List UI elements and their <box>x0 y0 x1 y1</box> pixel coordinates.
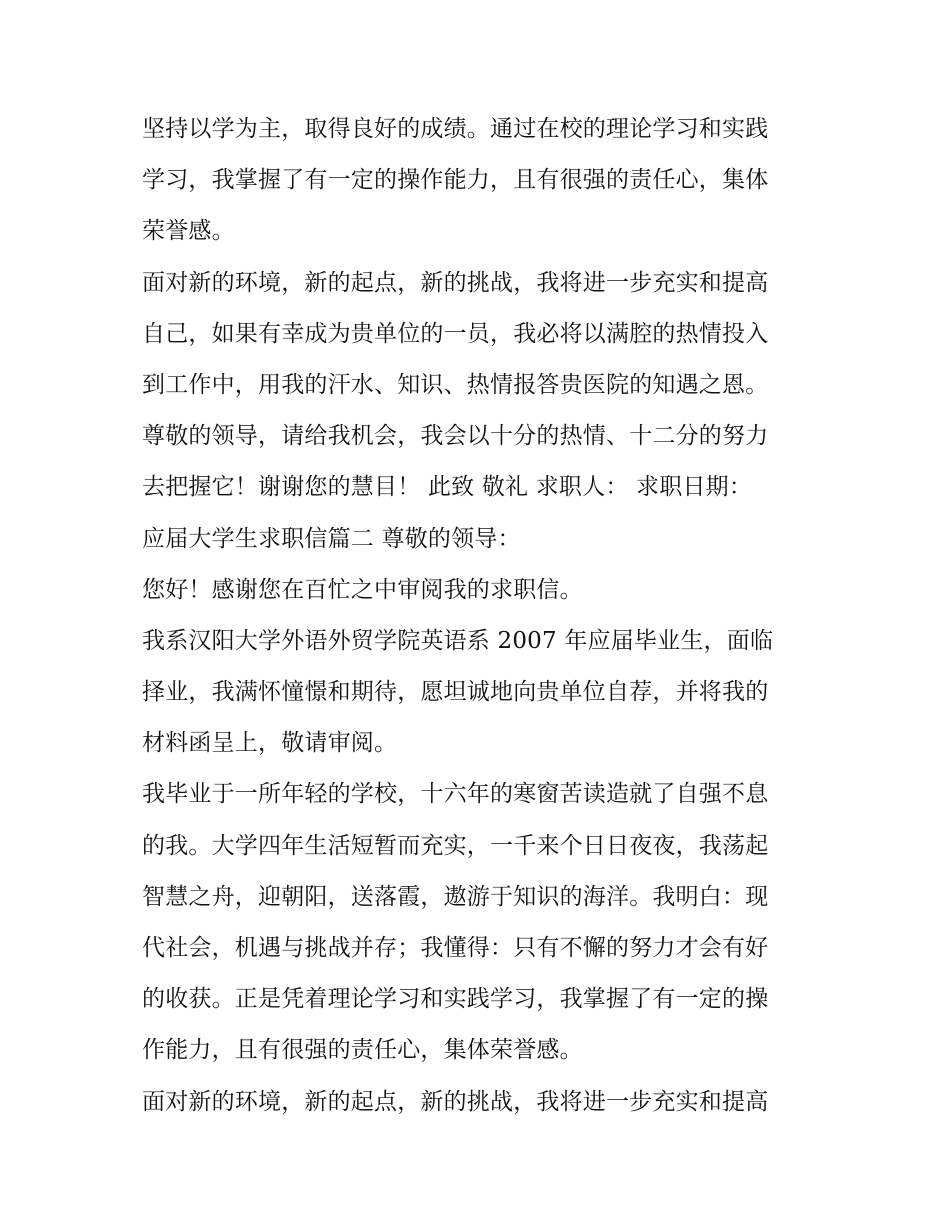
text-line: 去把握它！谢谢您的慧目！ 此致 敬礼 求职人： 求职日期： <box>142 474 753 501</box>
text-line: 作能力，且有很强的责任心，集体荣誉感。 <box>142 1037 583 1064</box>
text-line: 代社会，机遇与挑战并存；我懂得：只有不懈的努力才会有好 <box>142 935 769 961</box>
text-line: 材料函呈上，敬请审阅。 <box>142 730 398 757</box>
text-line: 智慧之舟，迎朝阳，送落霞，遨游于知识的海洋。我明白：现 <box>142 883 769 910</box>
text-line: 应届大学生求职信篇二 尊敬的领导： <box>142 525 521 552</box>
text-line: 的我。大学四年生活短暂而充实，一千来个日日夜夜，我荡起 <box>142 832 769 859</box>
text-line: 我毕业于一所年轻的学校，十六年的寒窗苦读造就了自强不息 <box>142 781 769 808</box>
text-line: 面对新的环境，新的起点，新的挑战，我将进一步充实和提高 <box>142 1088 769 1115</box>
text-line: 自己，如果有幸成为贵单位的一员，我必将以满腔的热情投入 <box>142 320 769 347</box>
text-line: 到工作中，用我的汗水、知识、热情报答贵医院的知遇之恩。 <box>142 371 769 398</box>
text-line: 尊敬的领导，请给我机会，我会以十分的热情、十二分的努力 <box>142 423 769 450</box>
text-line: 我系汉阳大学外语外贸学院英语系 2007 年应届毕业生，面临 <box>142 627 774 654</box>
text-line: 学习，我掌握了有一定的操作能力，且有很强的责任心，集体 <box>142 167 769 194</box>
document-body <box>142 104 822 1128</box>
text-line: 面对新的环境，新的起点，新的挑战，我将进一步充实和提高 <box>142 269 769 296</box>
text-line: 您好！感谢您在百忙之中审阅我的求职信。 <box>142 576 583 603</box>
text-line: 荣誉感。 <box>142 218 235 245</box>
text-line: 坚持以学为主，取得良好的成绩。通过在校的理论学习和实践 <box>142 116 769 142</box>
text-line: 的收获。正是凭着理论学习和实践学习，我掌握了有一定的操 <box>142 986 769 1013</box>
text-line: 择业，我满怀憧憬和期待，愿坦诚地向贵单位自荐，并将我的 <box>142 679 769 706</box>
